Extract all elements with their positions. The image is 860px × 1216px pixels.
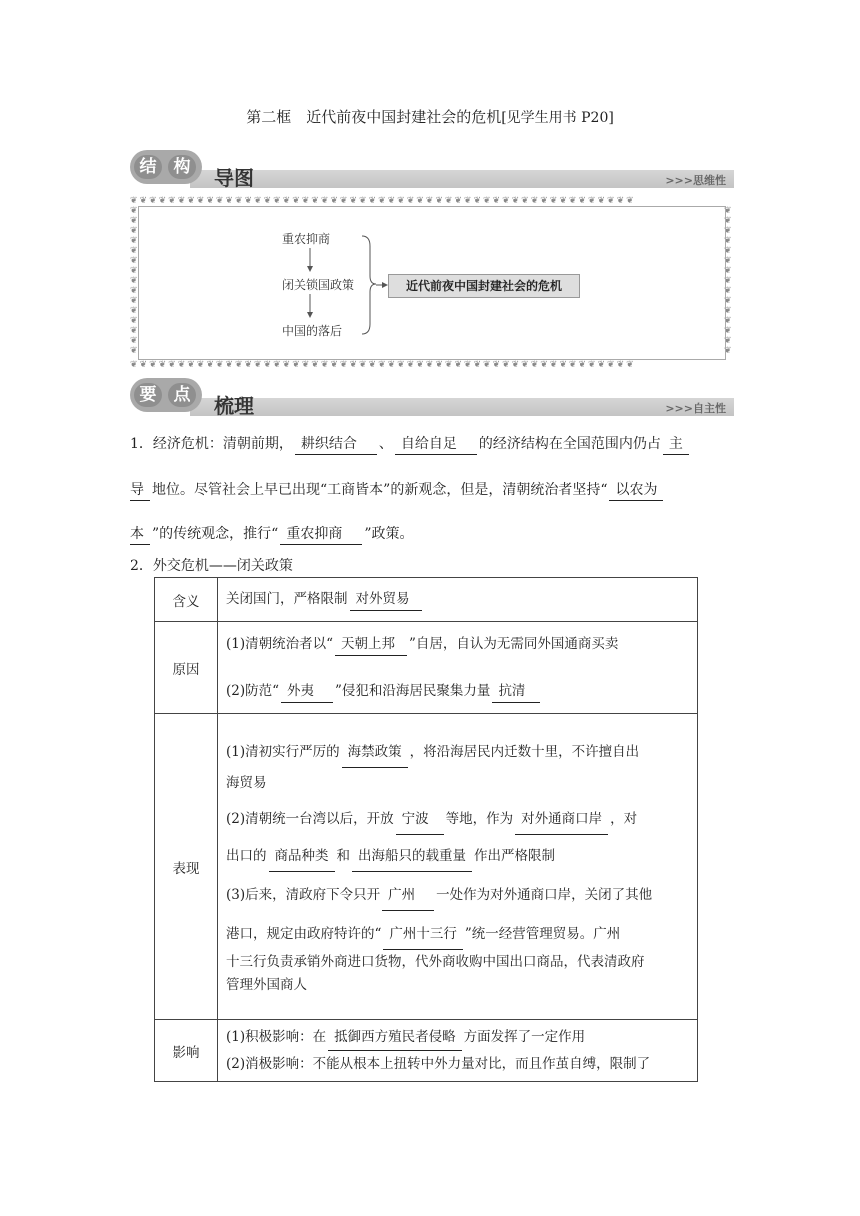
map-core-node: 近代前夜中国封建社会的危机: [388, 274, 580, 298]
text: ”自居，自认为无需同外国通商买卖: [409, 635, 619, 652]
table-cell: [218, 622, 698, 714]
banner-char: 构: [168, 155, 196, 179]
table-cell: [218, 714, 698, 1020]
answer: 宁波: [396, 804, 444, 835]
text: 地位。尽管社会上早已出现“工商皆本”的新观念，但是，清朝统治者坚持“: [152, 482, 608, 498]
answer: 商品种类: [269, 841, 335, 872]
text: 、: [378, 436, 393, 452]
banner-word: 梳理: [214, 394, 254, 418]
cell-line: [226, 919, 689, 950]
cell-line: (2)消极影响：不能从根本上扭转中外力量对比，而且作茧自缚，限制了: [226, 1056, 651, 1072]
border-ornament: ❦❦❦❦❦❦❦❦❦❦❦❦❦❦❦❦❦❦❦❦❦❦❦❦❦❦❦❦❦❦❦❦❦❦❦❦❦❦❦❦❦❦❦❦❦❦❦❦❦❦❦❦❦: [130, 196, 636, 206]
banner-tag: >>>自主性: [665, 402, 726, 415]
concept-map: [130, 196, 734, 370]
answer: 抗清: [492, 680, 540, 703]
text: ”统一经营管理贸易。广州: [464, 926, 621, 942]
banner-char: 结: [134, 155, 162, 179]
closed-door-policy-table: [154, 577, 698, 1082]
text: ”侵犯和沿海居民聚集力量: [335, 682, 491, 699]
text: ：清朝前期，: [208, 436, 293, 452]
map-node: 重农抑商: [282, 232, 331, 246]
answer: 广州十三行: [383, 919, 463, 950]
section-banner-structure: [130, 150, 734, 198]
text: 等地，作为: [445, 811, 514, 827]
text: ，对: [610, 811, 638, 827]
table-row: [155, 578, 698, 622]
banner-bar: [190, 398, 734, 416]
item-heading: 经济危机: [152, 436, 209, 452]
answer: 耕织结合: [295, 434, 377, 455]
answer: 以农为: [609, 480, 663, 501]
banner-tag: >>>思维性: [665, 174, 726, 187]
text: ”的传统观念，推行“: [152, 526, 279, 542]
answer: 对外贸易: [350, 588, 422, 611]
answer: 外夷: [281, 680, 333, 703]
paragraph-diplomatic-crisis: [130, 556, 734, 576]
title-main: 第二框 近代前夜中国封建社会的危机: [246, 108, 502, 126]
answer: 本: [130, 524, 150, 545]
text: (1)清初实行严厉的: [226, 744, 340, 760]
cell-line: 十三行负责承销外商进口货物，代外商收购中国出口商品，代表清政府: [226, 954, 645, 970]
answer: 导: [130, 480, 150, 501]
text: 港口，规定由政府特许的“: [226, 926, 382, 942]
cell-line: 海贸易: [226, 775, 267, 791]
row-header: 表现: [155, 714, 218, 1020]
cell-line: [226, 633, 689, 656]
page-title: [0, 106, 860, 127]
item-number: 1．: [130, 436, 153, 452]
text: ”政策。: [364, 526, 414, 542]
text: 的经济结构在全国范围内仍占: [478, 436, 661, 452]
table-row: [155, 714, 698, 1020]
answer: 广州: [382, 880, 434, 911]
item-heading: 外交危机——闭关政策: [152, 558, 293, 574]
text: ，将沿海居民内迁数十里，不许擅自出: [409, 744, 640, 760]
text: 作出严格限制: [474, 848, 555, 864]
answer: 重农抑商: [280, 524, 362, 545]
text: 一处作为对外通商口岸，关闭了其他: [436, 887, 653, 903]
border-ornament: ❦ ❦ ❦ ❦ ❦ ❦ ❦ ❦ ❦ ❦ ❦ ❦ ❦ ❦ ❦: [724, 206, 734, 356]
cell-line: [226, 880, 689, 911]
text: 和: [336, 848, 350, 864]
table-cell: [218, 1020, 698, 1082]
text: (2)防范“: [226, 682, 280, 699]
cell-line: [226, 680, 689, 703]
row-header: 原因: [155, 622, 218, 714]
answer: 抵御西方殖民者侵略: [328, 1024, 462, 1051]
para-line: [130, 524, 734, 545]
answer: 海禁政策: [342, 737, 408, 768]
answer: 主: [663, 434, 689, 455]
title-ref: [见学生用书 P20]: [501, 110, 614, 126]
table-cell: [218, 578, 698, 622]
answer: 对外通商口岸: [515, 804, 608, 835]
text: 方面发挥了一定作用: [463, 1029, 586, 1045]
banner-char: 要: [134, 383, 162, 407]
banner-word: 导图: [214, 166, 254, 190]
text: (1)清朝统治者以“: [226, 635, 334, 652]
text: 出口的: [226, 848, 267, 864]
banner-bar: [190, 170, 734, 188]
row-header: 影响: [155, 1020, 218, 1082]
para-line: [130, 480, 734, 501]
map-node: 闭关锁国政策: [282, 278, 355, 292]
answer: 天朝上邦: [335, 633, 407, 656]
banner-badge: [130, 378, 202, 412]
row-header: 含义: [155, 578, 218, 622]
text: 关闭国门，严格限制: [226, 591, 348, 607]
section-banner-points: [130, 378, 734, 426]
text: (2)清朝统一台湾以后，开放: [226, 811, 394, 827]
answer: 出海船只的载重量: [352, 841, 472, 872]
border-ornament: ❦ ❦ ❦ ❦ ❦ ❦ ❦ ❦ ❦ ❦ ❦ ❦ ❦ ❦ ❦: [130, 206, 140, 356]
item-number: 2．: [130, 558, 153, 574]
para-line: [130, 434, 734, 455]
table-row: [155, 622, 698, 714]
banner-char: 点: [168, 383, 196, 407]
banner-badge: [130, 150, 202, 184]
cell-line: [226, 1024, 689, 1051]
cell-line: [226, 841, 689, 872]
answer: 自给自足: [395, 434, 477, 455]
text: (1)积极影响：在: [226, 1029, 327, 1045]
border-ornament: ❦❦❦❦❦❦❦❦❦❦❦❦❦❦❦❦❦❦❦❦❦❦❦❦❦❦❦❦❦❦❦❦❦❦❦❦❦❦❦❦❦❦❦❦❦❦❦❦❦❦❦❦❦: [130, 360, 636, 370]
cell-line: 管理外国商人: [226, 977, 307, 993]
cell-line: [226, 804, 689, 835]
map-node: 中国的落后: [282, 324, 343, 338]
text: (3)后来，清政府下令只开: [226, 887, 381, 903]
cell-line: [226, 737, 689, 768]
table-row: [155, 1020, 698, 1082]
